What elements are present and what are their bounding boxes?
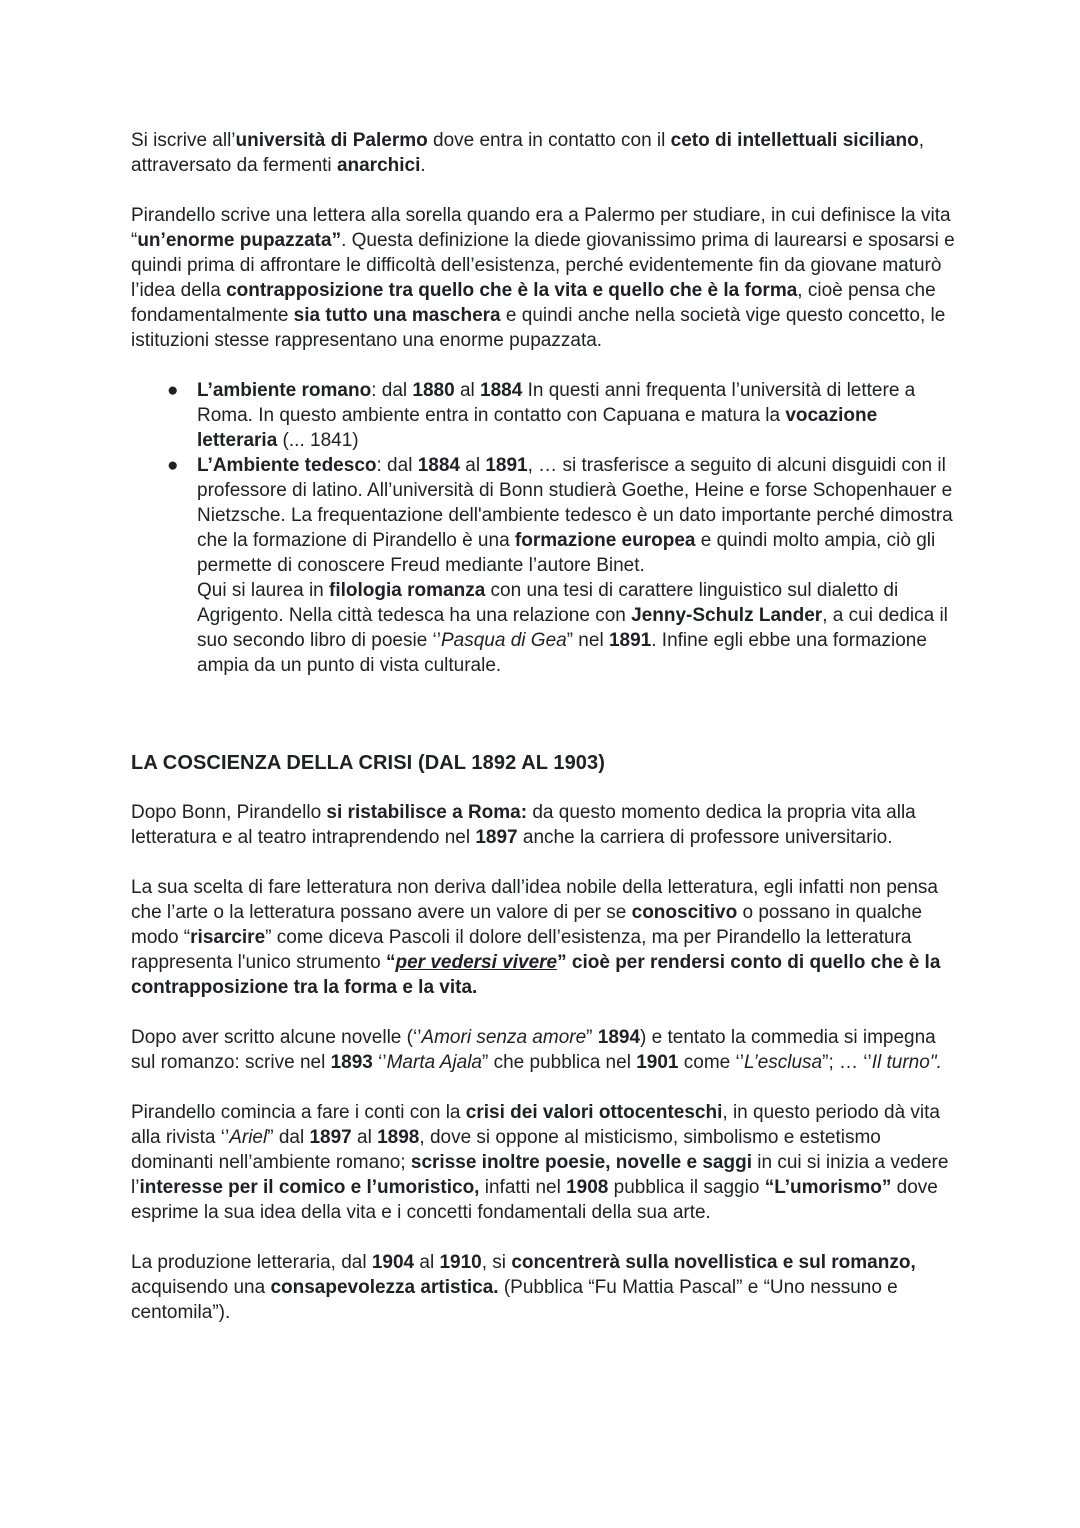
bullet-list (131, 378, 960, 678)
paragraph-produzione: La produzione letteraria, dal 1904 al 1910, si concentrerà sulla novellistica e sul romanzo, acquisendo una consapevolezza artistica. (Pubblica “Fu Mattia Pascal” e “Uno nessuno e centomila”). (131, 1252, 916, 1323)
paragraph-novelle: Dopo aver scritto alcune novelle (‘’Amori senza amore” 1894) e tentato la commedia si impegna sul romanzo: scrive nel 1893 ‘’Marta Ajala” che pubblica nel 1901 come ‘’L’esclusa”; … ‘’Il turno". (131, 1027, 942, 1073)
paragraph-crisi-valori: Pirandello comincia a fare i conti con la crisi dei valori ottocenteschi, in questo periodo dà vita alla rivista ‘’Ariel” dal 1897 al 1898, dove si oppone al misticismo, simbolismo e estetismo dominanti nell’ambiente romano; scrisse inoltre poesie, novelle e saggi in cui si inizia a vedere l’interesse per il comico e l’umoristico, infatti nel 1908 pubblica il saggio “L’umorismo” dove esprime la sua idea della vita e i concetti fondamentali della sua arte. (131, 1102, 949, 1223)
paragraph-roma: Dopo Bonn, Pirandello si ristabilisce a Roma: da questo momento dedica la propria vita alla letteratura e al teatro intraprendendo nel 1897 anche la carriera di professore universitario. (131, 802, 916, 848)
section-heading: LA COSCIENZA DELLA CRISI (DAL 1892 AL 1903) (131, 752, 606, 774)
paragraph-palermo: Si iscrive all’università di Palermo dove entra in contatto con il ceto di intellettuali siciliano, attraversato da fermenti anarchici. (131, 130, 925, 176)
bullet-icon: ● (167, 380, 179, 401)
paragraph-scelta-letteratura: La sua scelta di fare letteratura non deriva dall’idea nobile della letteratura, egli infatti non pensa che l’arte o la letteratura possano avere un valore di per se conoscitivo o possano in qualche modo “risarcire” come diceva Pascoli il dolore dell’esistenza, ma per Pirandello la letteratura rappresenta l'unico strumento “per vedersi vivere” cioè per rendersi conto di quello che è la contrapposizione tra la forma e la vita. (131, 877, 941, 998)
underlined-quote: per vedersi vivere (395, 952, 558, 973)
list-item-ambiente-romano: ● L’ambiente romano: dal 1880 al 1884 In questi anni frequenta l’università di lettere a Roma. In questo ambiente entra in contatto con Capuana e matura la vocazione letteraria (... 1841) (167, 380, 916, 451)
paragraph-lettera-sorella: Pirandello scrive una lettera alla sorella quando era a Palermo per studiare, in cui definisce la vita “un’enorme pupazzata”. Questa definizione la diede giovanissimo prima di laurearsi e sposarsi e quindi prima di affrontare le difficoltà dell’esistenza, perché evidentemente fin da giovane maturò l’idea della contrapposizione tra quello che è la vita e quello che è la forma, cioè pensa che fondamentalmente sia tutto una maschera e quindi anche nella società vige questo concetto, le istituzioni stesse rappresentano una enorme pupazzata. (131, 205, 955, 351)
list-item-ambiente-tedesco: ● L’Ambiente tedesco: dal 1884 al 1891, … si trasferisce a seguito di alcuni disguidi con il professore di latino. All’università di Bonn studierà Goethe, Heine e forse Schopenhauer e Nietzsche. La frequentazione dell'ambiente tedesco è un dato importante perché dimostra che la formazione di Pirandello è una formazione europea e quindi molto ampia, ciò gli permette di conoscere Freud mediante l’autore Binet. Qui si laurea in filologia romanza con una tesi di carattere linguistico sul dialetto di Agrigento. Nella città tedesca ha una relazione con Jenny-Schulz Lander, a cui dedica il suo secondo libro di poesie ‘’Pasqua di Gea” nel 1891. Infine egli ebbe una formazione ampia da un punto di vista culturale. (167, 455, 953, 676)
bullet-icon: ● (167, 455, 179, 476)
